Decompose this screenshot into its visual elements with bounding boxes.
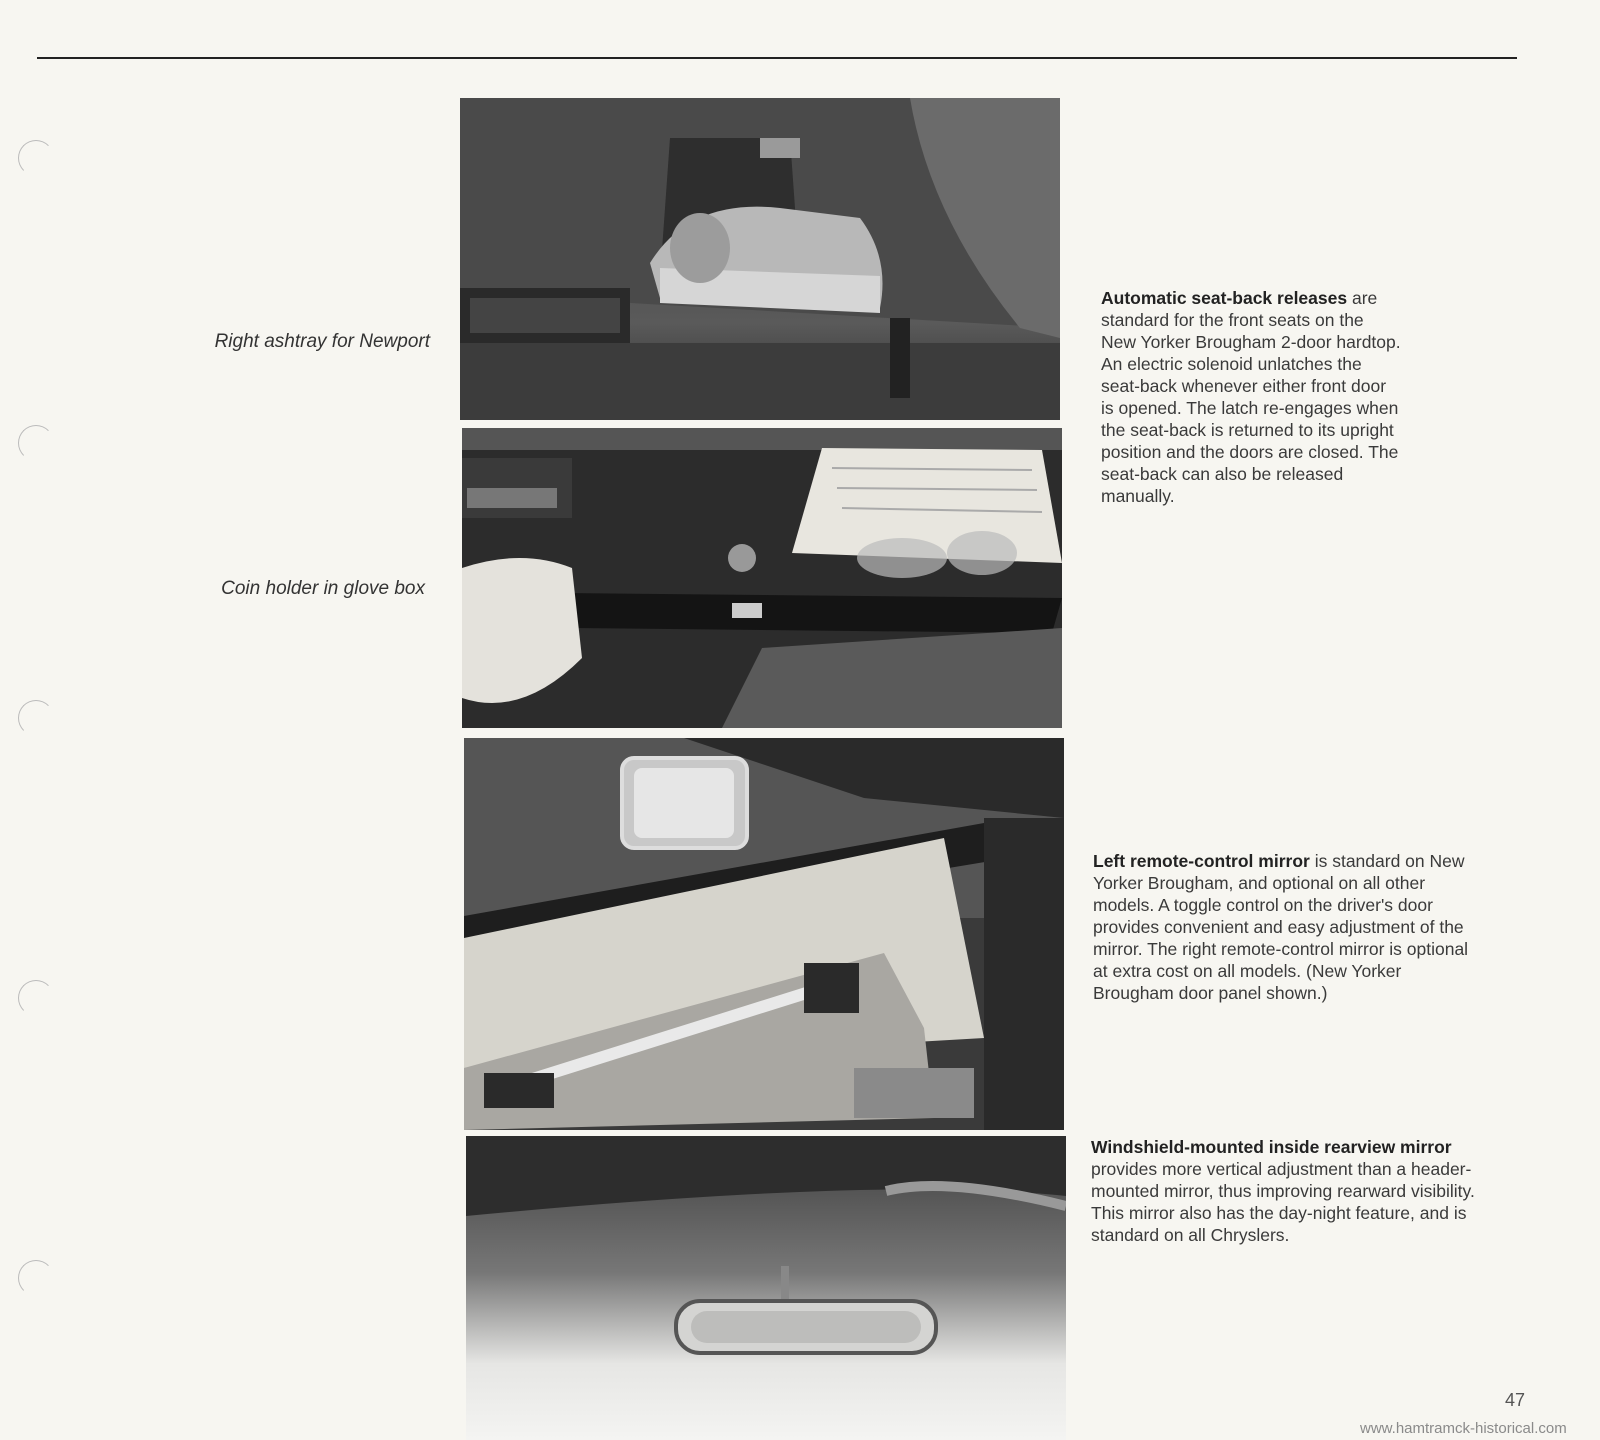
- binder-hole: [18, 980, 54, 1016]
- photo-rearview-mirror: [466, 1136, 1066, 1440]
- body-seat-back: are standard for the front seats on the New Yorker Brougham 2-door hardtop. An electric solenoid unlatches the seat-back whenever either front door is opened. The latch re-engages when the seat-back is returned to its upright position and the doors are closed. The seat-back can also be released manually.: [1101, 288, 1401, 506]
- title-rearview-mirror: Windshield-mounted inside rearview mirror: [1091, 1137, 1452, 1157]
- caption-ashtray: Right ashtray for Newport: [214, 331, 430, 352]
- watermark: www.hamtramck-historical.com: [1360, 1420, 1567, 1437]
- title-left-mirror: Left remote-control mirror: [1093, 851, 1310, 871]
- top-rule: [37, 57, 1517, 59]
- binder-hole: [18, 700, 54, 736]
- photo-door-panel: [464, 738, 1064, 1130]
- body-rearview-mirror: provides more vertical adjustment than a header-mounted mirror, thus improving rearward visibility. This mirror also has the day-night feature, and is standard on all Chryslers.: [1091, 1159, 1475, 1245]
- photo-ashtray: [460, 98, 1060, 420]
- caption-coin-holder: Coin holder in glove box: [221, 578, 425, 599]
- text-rearview-mirror: [1091, 1136, 1476, 1246]
- photo-glove-box: [462, 428, 1062, 728]
- binder-hole: [18, 425, 54, 461]
- title-seat-back: Automatic seat-back releases: [1101, 288, 1348, 308]
- page-number: 47: [1505, 1390, 1526, 1410]
- text-left-mirror: [1093, 850, 1485, 1004]
- text-seat-back: [1101, 287, 1401, 507]
- binder-hole: [18, 1260, 54, 1296]
- binder-hole: [18, 140, 54, 176]
- body-left-mirror: is standard on New Yorker Brougham, and optional on all other models. A toggle control on the driver's door provides convenient and easy adjustment of the mirror. The right remote-control mirror is optional at extra cost on all models. (New Yorker Brougham door panel shown.): [1093, 851, 1469, 1003]
